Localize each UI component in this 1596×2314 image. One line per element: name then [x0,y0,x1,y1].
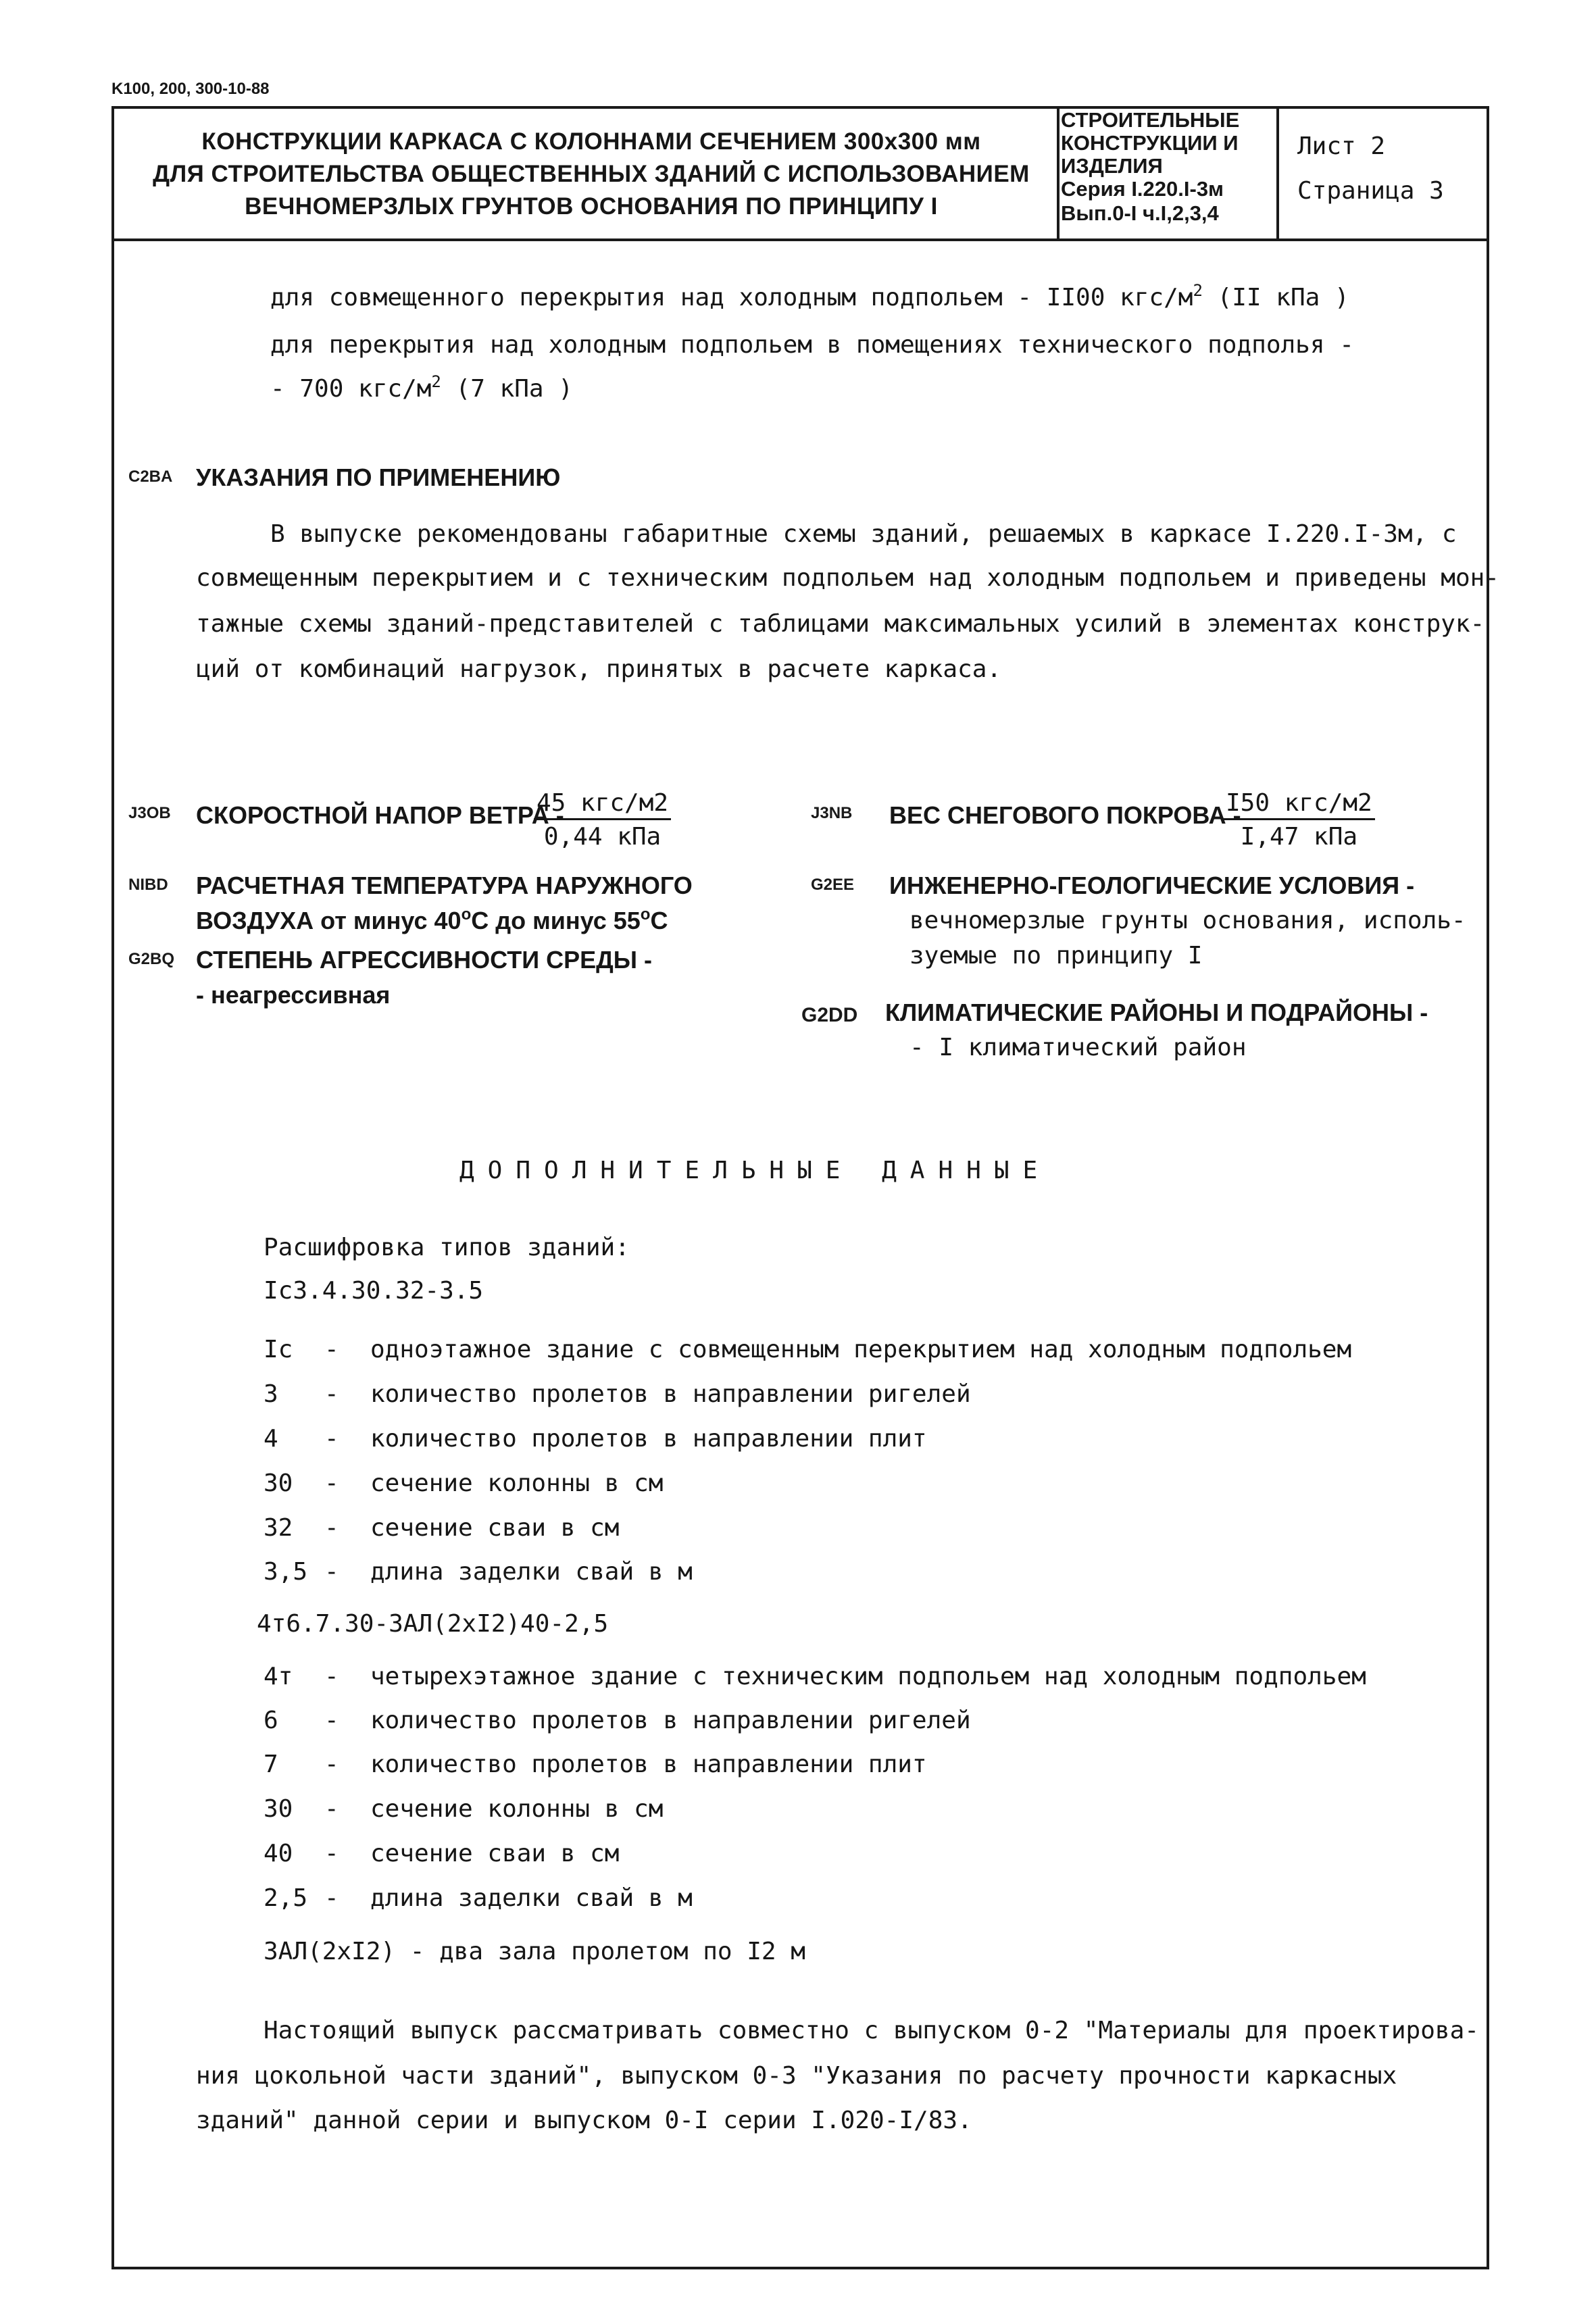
snow-label: ВЕС СНЕГОВОГО ПОКРОВА - [889,801,1241,829]
title-line-3: ВЕЧНОМЕРЗЛЫХ ГРУНТОВ ОСНОВАНИЯ ПО ПРИНЦИПУ I [245,193,938,220]
document-code: K100, 200, 300-10-88 [111,80,270,98]
building-type-2: 4т6.7.30-ЗАЛ(2хI2)40-2,5 [257,1610,609,1638]
header-divider [111,238,1489,241]
header-column-divider-1 [1057,106,1059,240]
snow-value-kgs: I50 кгс/м2 [1223,789,1375,820]
wind-value-kpa: 0,44 кПа [543,823,662,851]
application-line-1: В выпуске рекомендованы габаритные схемы зданий, решаемых в каркасе I.220.I-3м, с [270,520,1457,548]
geology-line-1: ИНЖЕНЕРНО-ГЕОЛОГИЧЕСКИЕ УСЛОВИЯ - [889,872,1415,899]
wind-code: J3OB [128,804,171,822]
note-line-1: Настоящий выпуск рассматривать совместно с выпуском 0-2 "Материалы для проектирова- [264,2017,1479,2044]
series-number: Серия I.220.I-3м [1061,177,1224,201]
page-number: Страница 3 [1297,177,1444,205]
load-line-2: для перекрытия над холодным подпольем в помещениях технического подполья - [270,331,1354,359]
sheet-number: Лист 2 [1297,132,1386,160]
header-column-divider-2 [1276,106,1279,240]
application-line-2: совмещенным перекрытием и с техническим подпольем над холодным подпольем и приведены мон- [196,564,1499,592]
wind-label: СКОРОСТНОЙ НАПОР ВЕТРА - [196,801,564,829]
geology-code: G2EE [811,876,855,894]
climate-line-2: - I климатический район [909,1034,1247,1061]
aggressiveness-code: G2BQ [128,950,175,968]
wind-value-kgs: 45 кгс/м2 [534,789,671,820]
application-heading: УКАЗАНИЯ ПО ПРИМЕНЕНИЮ [196,463,561,491]
issue-number: Вып.0-I ч.I,2,3,4 [1061,201,1219,225]
geology-line-2: вечномерзлые грунты основания, исполь- [909,907,1466,934]
series-line-3: ИЗДЕЛИЯ [1061,154,1163,178]
series-line-2: КОНСТРУКЦИИ И [1061,131,1239,155]
snow-value-kpa: I,47 кПа [1240,823,1358,851]
series-line-1: СТРОИТЕЛЬНЫЕ [1061,108,1240,132]
hall-note: ЗАЛ(2хI2) - два зала пролетом по I2 м [264,1938,805,1965]
climate-code: G2DD [801,1004,858,1026]
application-line-4: ций от комбинаций нагрузок, принятых в расчете каркаса. [196,655,1002,683]
application-line-3: тажные схемы зданий-представителей с таблицами максимальных усилий в элементах конструк- [196,610,1485,638]
decode-title: Расшифровка типов зданий: [264,1234,630,1261]
note-line-2: ния цокольной части зданий", выпуском 0-3 "Указания по расчету прочности каркасных [196,2062,1397,2090]
additional-data-heading: ДОПОЛНИТЕЛЬНЫЕ ДАННЫЕ [459,1157,1051,1184]
note-line-3: зданий" данной серии и выпуском 0-I серии I.020-I/83. [196,2107,972,2134]
aggressiveness-line-2: - неагрессивная [196,981,391,1009]
application-code: C2BA [128,468,173,486]
geology-line-3: зуемые по принципу I [909,942,1203,970]
temperature-line-1: РАСЧЕТНАЯ ТЕМПЕРАТУРА НАРУЖНОГО [196,872,693,899]
temperature-code: NIBD [128,876,168,894]
snow-code: J3NB [811,804,853,822]
temperature-line-2: ВОЗДУХА от минус $40^оС$ до минус $55^оС$ [196,905,668,934]
load-line-1: для совмещенного перекрытия над холодным подпольем - II00 кгс/$м^2$ (II кПа ) [270,281,1349,311]
building-type-1: Iс3.4.30.32-3.5 [264,1277,484,1305]
climate-line-1: КЛИМАТИЧЕСКИЕ РАЙОНЫ И ПОДРАЙОНЫ - [885,999,1428,1026]
aggressiveness-line-1: СТЕПЕНЬ АГРЕССИВНОСТИ СРЕДЫ - [196,946,653,974]
load-line-3: - 700 кгс/$м^2$ (7 кПа ) [270,372,573,403]
title-line-1: КОНСТРУКЦИИ КАРКАСА С КОЛОННАМИ СЕЧЕНИЕМ 300х300 мм [201,128,981,155]
snow-value [1223,789,1375,851]
title-line-2: ДЛЯ СТРОИТЕЛЬСТВА ОБЩЕСТВЕННЫХ ЗДАНИЙ С ИСПОЛЬЗОВАНИЕМ [153,161,1030,187]
wind-value [534,789,671,851]
